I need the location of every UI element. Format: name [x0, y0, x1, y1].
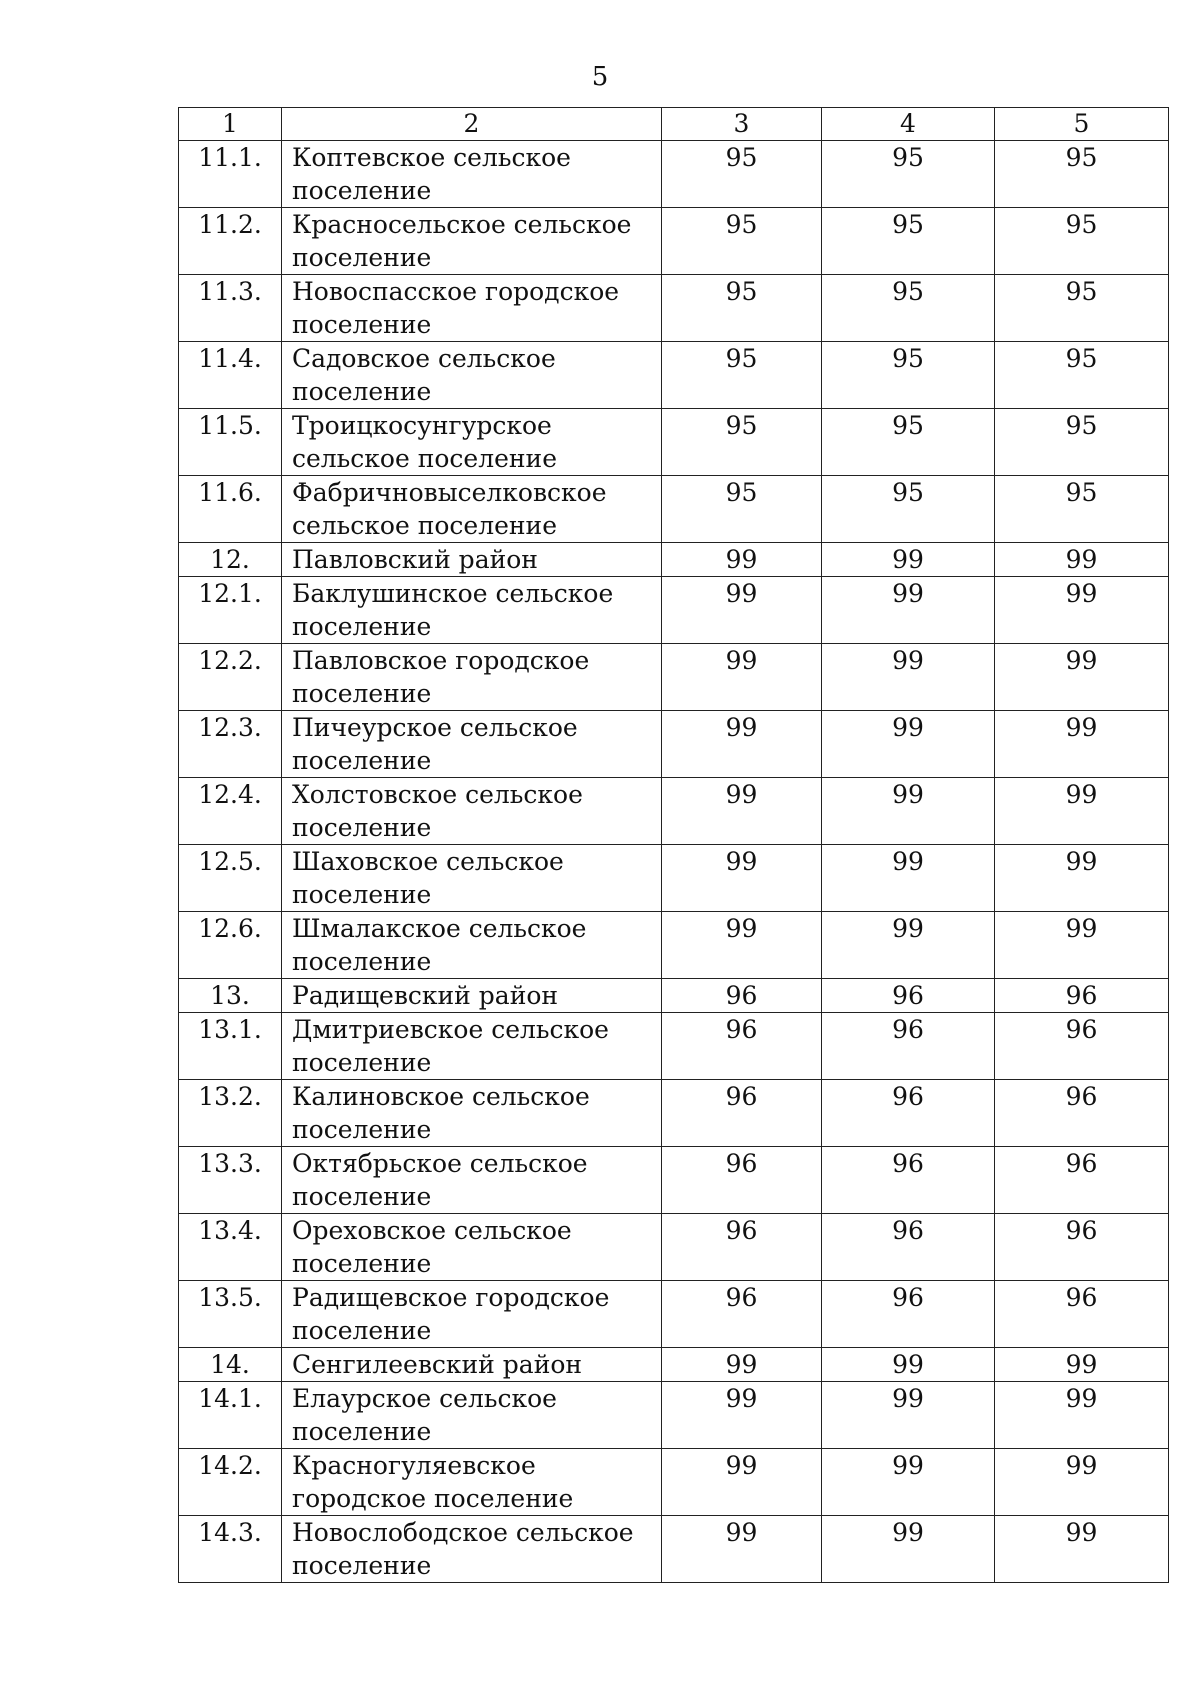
- row-number-cell: 12.3.: [179, 711, 282, 778]
- row-number-cell: 12.1.: [179, 577, 282, 644]
- column-4-value: 96: [822, 1214, 995, 1281]
- table-row: [179, 1516, 1169, 1583]
- row-name-cell: Елаурское сельское поселение: [282, 1382, 662, 1449]
- row-name-cell: Павловский район: [282, 543, 662, 577]
- header-row: [179, 108, 1169, 141]
- table-row: [179, 1348, 1169, 1382]
- column-4-value: 96: [822, 1281, 995, 1348]
- row-name-cell: Шмалакское сельское поселение: [282, 912, 662, 979]
- table-row: [179, 1281, 1169, 1348]
- column-4-value: 99: [822, 543, 995, 577]
- row-number-cell: 12.5.: [179, 845, 282, 912]
- table-row: [179, 1214, 1169, 1281]
- row-name-cell: Фабричновыселковское сельское поселение: [282, 476, 662, 543]
- row-name-cell: Радищевский район: [282, 979, 662, 1013]
- row-name-cell: Калиновское сельское поселение: [282, 1080, 662, 1147]
- column-5-value: 95: [995, 275, 1169, 342]
- column-3-value: 96: [662, 1147, 822, 1214]
- column-5-value: 99: [995, 711, 1169, 778]
- column-4-value: 95: [822, 409, 995, 476]
- row-number-cell: 11.2.: [179, 208, 282, 275]
- column-3-value: 95: [662, 275, 822, 342]
- row-number-cell: 12.6.: [179, 912, 282, 979]
- table-row: [179, 1382, 1169, 1449]
- row-name-cell: Октябрьское сельское поселение: [282, 1147, 662, 1214]
- row-number-cell: 11.6.: [179, 476, 282, 543]
- column-3-value: 99: [662, 1516, 822, 1583]
- column-4-value: 96: [822, 1080, 995, 1147]
- column-3-value: 96: [662, 979, 822, 1013]
- column-3-value: 99: [662, 1449, 822, 1516]
- row-number-cell: 13.4.: [179, 1214, 282, 1281]
- column-4-value: 99: [822, 778, 995, 845]
- column-3-value: 96: [662, 1214, 822, 1281]
- row-number-cell: 14.2.: [179, 1449, 282, 1516]
- column-3-value: 99: [662, 845, 822, 912]
- row-number-cell: 12.: [179, 543, 282, 577]
- column-4-value: 99: [822, 1449, 995, 1516]
- row-number-cell: 13.: [179, 979, 282, 1013]
- column-4-value: 96: [822, 1147, 995, 1214]
- row-number-cell: 11.1.: [179, 141, 282, 208]
- column-4-value: 95: [822, 275, 995, 342]
- row-number-cell: 14.3.: [179, 1516, 282, 1583]
- column-3-value: 99: [662, 577, 822, 644]
- row-name-cell: Радищевское городское поселение: [282, 1281, 662, 1348]
- column-3-value: 99: [662, 711, 822, 778]
- column-header: 3: [662, 108, 822, 141]
- column-3-value: 99: [662, 778, 822, 845]
- column-5-value: 95: [995, 409, 1169, 476]
- row-name-cell: Новоспасское городское поселение: [282, 275, 662, 342]
- column-4-value: 99: [822, 912, 995, 979]
- row-number-cell: 13.2.: [179, 1080, 282, 1147]
- table-row: [179, 1080, 1169, 1147]
- row-name-cell: Пичеурское сельское поселение: [282, 711, 662, 778]
- column-3-value: 96: [662, 1281, 822, 1348]
- column-5-value: 95: [995, 141, 1169, 208]
- column-5-value: 99: [995, 1449, 1169, 1516]
- row-name-cell: Шаховское сельское поселение: [282, 845, 662, 912]
- column-5-value: 99: [995, 1516, 1169, 1583]
- column-4-value: 95: [822, 476, 995, 543]
- table-row: [179, 141, 1169, 208]
- column-4-value: 96: [822, 1013, 995, 1080]
- column-header: 5: [995, 108, 1169, 141]
- column-3-value: 99: [662, 644, 822, 711]
- column-4-value: 99: [822, 711, 995, 778]
- row-name-cell: Красногуляевское городское поселение: [282, 1449, 662, 1516]
- row-name-cell: Новослободское сельское поселение: [282, 1516, 662, 1583]
- table-row: [179, 1147, 1169, 1214]
- column-4-value: 95: [822, 208, 995, 275]
- column-5-value: 95: [995, 208, 1169, 275]
- column-4-value: 95: [822, 342, 995, 409]
- row-number-cell: 13.3.: [179, 1147, 282, 1214]
- column-5-value: 99: [995, 912, 1169, 979]
- column-3-value: 95: [662, 208, 822, 275]
- column-5-value: 99: [995, 845, 1169, 912]
- table-row: [179, 845, 1169, 912]
- column-5-value: 96: [995, 979, 1169, 1013]
- column-4-value: 99: [822, 1516, 995, 1583]
- table-row: [179, 912, 1169, 979]
- column-5-value: 99: [995, 1382, 1169, 1449]
- row-name-cell: Холстовское сельское поселение: [282, 778, 662, 845]
- table-row: [179, 543, 1169, 577]
- row-number-cell: 11.5.: [179, 409, 282, 476]
- column-header: 4: [822, 108, 995, 141]
- row-name-cell: Сенгилеевский район: [282, 1348, 662, 1382]
- data-table: [178, 107, 1169, 1583]
- column-3-value: 96: [662, 1013, 822, 1080]
- column-4-value: 99: [822, 1382, 995, 1449]
- table-row: [179, 577, 1169, 644]
- row-number-cell: 13.1.: [179, 1013, 282, 1080]
- column-5-value: 99: [995, 577, 1169, 644]
- column-3-value: 99: [662, 1382, 822, 1449]
- row-number-cell: 14.1.: [179, 1382, 282, 1449]
- column-5-value: 96: [995, 1080, 1169, 1147]
- column-header: 2: [282, 108, 662, 141]
- row-name-cell: Дмитриевское сельское поселение: [282, 1013, 662, 1080]
- row-number-cell: 12.2.: [179, 644, 282, 711]
- row-number-cell: 11.3.: [179, 275, 282, 342]
- table-body: [179, 141, 1169, 1583]
- column-3-value: 99: [662, 1348, 822, 1382]
- column-5-value: 95: [995, 342, 1169, 409]
- row-name-cell: Коптевское сельское поселение: [282, 141, 662, 208]
- column-5-value: 99: [995, 644, 1169, 711]
- column-3-value: 99: [662, 912, 822, 979]
- row-name-cell: Красносельское сельское поселение: [282, 208, 662, 275]
- row-number-cell: 12.4.: [179, 778, 282, 845]
- column-5-value: 96: [995, 1281, 1169, 1348]
- column-3-value: 96: [662, 1080, 822, 1147]
- column-5-value: 96: [995, 1013, 1169, 1080]
- column-4-value: 99: [822, 1348, 995, 1382]
- row-name-cell: Садовское сельское поселение: [282, 342, 662, 409]
- column-3-value: 95: [662, 342, 822, 409]
- row-number-cell: 11.4.: [179, 342, 282, 409]
- column-3-value: 99: [662, 543, 822, 577]
- column-header: 1: [179, 108, 282, 141]
- column-5-value: 95: [995, 476, 1169, 543]
- table-row: [179, 711, 1169, 778]
- row-number-cell: 14.: [179, 1348, 282, 1382]
- row-name-cell: Павловское городское поселение: [282, 644, 662, 711]
- row-name-cell: Баклушинское сельское поселение: [282, 577, 662, 644]
- column-3-value: 95: [662, 409, 822, 476]
- page-number: 5: [591, 62, 609, 92]
- table-row: [179, 644, 1169, 711]
- table-row: [179, 409, 1169, 476]
- table-row: [179, 979, 1169, 1013]
- column-5-value: 96: [995, 1147, 1169, 1214]
- row-number-cell: 13.5.: [179, 1281, 282, 1348]
- column-3-value: 95: [662, 476, 822, 543]
- table-row: [179, 275, 1169, 342]
- column-4-value: 99: [822, 644, 995, 711]
- table-row: [179, 1013, 1169, 1080]
- table-row: [179, 778, 1169, 845]
- column-5-value: 99: [995, 778, 1169, 845]
- column-4-value: 99: [822, 577, 995, 644]
- table-row: [179, 208, 1169, 275]
- column-4-value: 95: [822, 141, 995, 208]
- table-row: [179, 476, 1169, 543]
- column-5-value: 99: [995, 543, 1169, 577]
- column-4-value: 99: [822, 845, 995, 912]
- table-row: [179, 1449, 1169, 1516]
- row-name-cell: Ореховское сельское поселение: [282, 1214, 662, 1281]
- table-row: [179, 342, 1169, 409]
- column-4-value: 96: [822, 979, 995, 1013]
- column-5-value: 96: [995, 1214, 1169, 1281]
- row-name-cell: Троицкосунгурское сельское поселение: [282, 409, 662, 476]
- column-5-value: 99: [995, 1348, 1169, 1382]
- column-3-value: 95: [662, 141, 822, 208]
